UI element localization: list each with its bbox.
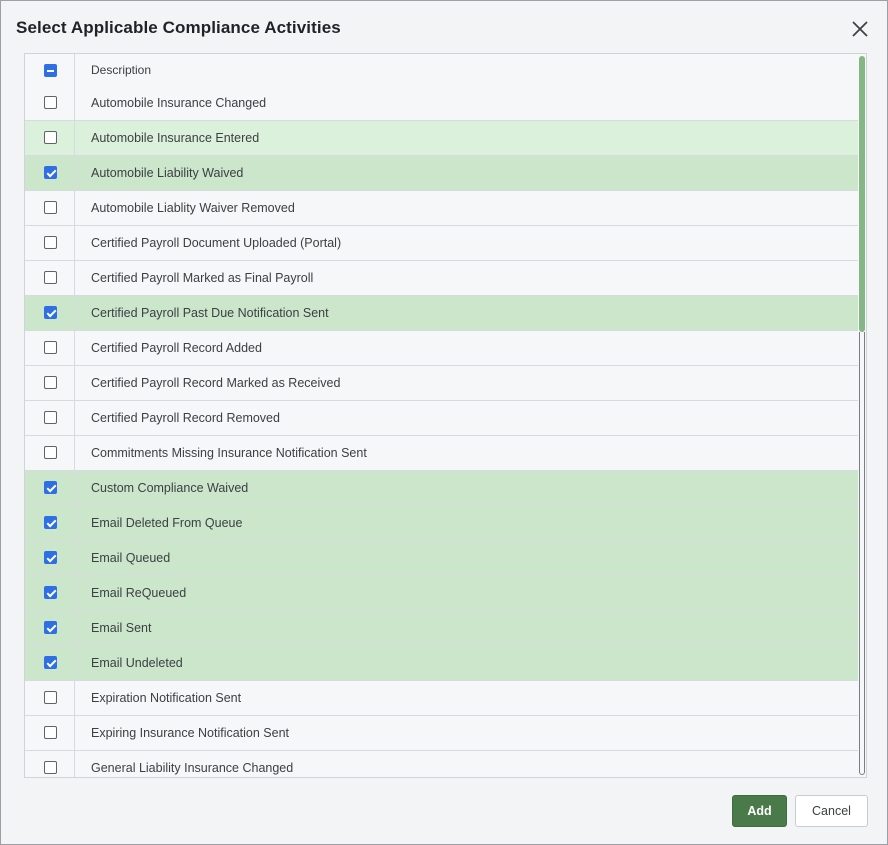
row-checkbox[interactable] bbox=[44, 761, 57, 774]
row-description: Certified Payroll Record Marked as Received bbox=[91, 376, 341, 390]
row-checkbox-cell bbox=[25, 436, 75, 470]
table-row[interactable] bbox=[25, 191, 858, 226]
table-row[interactable] bbox=[25, 226, 858, 261]
row-checkbox-cell bbox=[25, 681, 75, 715]
row-checkbox-cell bbox=[25, 541, 75, 575]
row-checkbox-cell bbox=[25, 226, 75, 260]
row-description: Automobile Insurance Changed bbox=[91, 96, 267, 110]
table-row[interactable] bbox=[25, 261, 858, 296]
header-checkbox-cell bbox=[25, 54, 75, 86]
row-checkbox[interactable] bbox=[44, 131, 57, 144]
scrollbar-track bbox=[859, 332, 865, 775]
table-row[interactable] bbox=[25, 436, 858, 471]
table-row[interactable] bbox=[25, 646, 858, 681]
row-checkbox-cell bbox=[25, 331, 75, 365]
table-row[interactable] bbox=[25, 86, 858, 121]
row-description: Expiration Notification Sent bbox=[91, 691, 242, 705]
row-checkbox-cell bbox=[25, 646, 75, 680]
table-row[interactable] bbox=[25, 751, 858, 778]
row-checkbox[interactable] bbox=[44, 271, 57, 284]
row-checkbox-cell bbox=[25, 506, 75, 540]
description-column-header[interactable]: Description bbox=[91, 63, 152, 77]
row-checkbox[interactable] bbox=[44, 166, 57, 179]
row-checkbox-cell bbox=[25, 401, 75, 435]
row-checkbox[interactable] bbox=[44, 236, 57, 249]
table-header-row bbox=[25, 54, 858, 87]
row-description: Expiring Insurance Notification Sent bbox=[91, 726, 290, 740]
row-checkbox-cell bbox=[25, 121, 75, 155]
table-row[interactable] bbox=[25, 156, 858, 191]
row-checkbox[interactable] bbox=[44, 341, 57, 354]
row-checkbox-cell bbox=[25, 611, 75, 645]
row-checkbox-cell bbox=[25, 156, 75, 190]
cancel-button[interactable]: Cancel bbox=[795, 795, 868, 827]
select-all-checkbox[interactable] bbox=[44, 64, 57, 77]
row-checkbox[interactable] bbox=[44, 411, 57, 424]
row-checkbox[interactable] bbox=[44, 656, 57, 669]
row-checkbox[interactable] bbox=[44, 481, 57, 494]
row-description: Certified Payroll Record Added bbox=[91, 341, 262, 355]
row-description: Certified Payroll Marked as Final Payroll bbox=[91, 271, 314, 285]
close-icon bbox=[849, 18, 871, 40]
row-checkbox[interactable] bbox=[44, 516, 57, 529]
activities-table bbox=[24, 53, 867, 778]
row-description: Email ReQueued bbox=[91, 586, 187, 600]
row-description: Certified Payroll Past Due Notification Sent bbox=[91, 306, 329, 320]
row-checkbox-cell bbox=[25, 86, 75, 120]
row-description: Certified Payroll Document Uploaded (Portal) bbox=[91, 236, 342, 250]
row-checkbox-cell bbox=[25, 261, 75, 295]
row-checkbox[interactable] bbox=[44, 96, 57, 109]
table-row[interactable] bbox=[25, 331, 858, 366]
row-description: Commitments Missing Insurance Notification Sent bbox=[91, 446, 367, 460]
vertical-scrollbar[interactable] bbox=[858, 54, 866, 777]
table-row[interactable] bbox=[25, 716, 858, 751]
row-checkbox[interactable] bbox=[44, 691, 57, 704]
scrollbar-thumb[interactable] bbox=[859, 56, 865, 332]
row-description: Certified Payroll Record Removed bbox=[91, 411, 280, 425]
row-checkbox-cell bbox=[25, 296, 75, 330]
row-description: Email Undeleted bbox=[91, 656, 183, 670]
row-checkbox-cell bbox=[25, 716, 75, 750]
close-button[interactable] bbox=[849, 18, 871, 40]
row-description: Automobile Liablity Waiver Removed bbox=[91, 201, 295, 215]
row-description: Email Deleted From Queue bbox=[91, 516, 243, 530]
row-checkbox[interactable] bbox=[44, 551, 57, 564]
row-checkbox[interactable] bbox=[44, 446, 57, 459]
row-description: Custom Compliance Waived bbox=[91, 481, 249, 495]
row-description: Email Queued bbox=[91, 551, 171, 565]
row-description: Automobile Liability Waived bbox=[91, 166, 244, 180]
table-row[interactable] bbox=[25, 401, 858, 436]
table-row[interactable] bbox=[25, 296, 858, 331]
row-description: Automobile Insurance Entered bbox=[91, 131, 260, 145]
table-row[interactable] bbox=[25, 366, 858, 401]
row-checkbox-cell bbox=[25, 751, 75, 778]
row-checkbox[interactable] bbox=[44, 306, 57, 319]
table-body bbox=[25, 86, 858, 778]
row-checkbox-cell bbox=[25, 576, 75, 610]
row-checkbox[interactable] bbox=[44, 201, 57, 214]
table-row[interactable] bbox=[25, 541, 858, 576]
table-row[interactable] bbox=[25, 506, 858, 541]
row-checkbox[interactable] bbox=[44, 376, 57, 389]
table-row[interactable] bbox=[25, 471, 858, 506]
row-checkbox[interactable] bbox=[44, 586, 57, 599]
row-description: Email Sent bbox=[91, 621, 152, 635]
dialog-title: Select Applicable Compliance Activities bbox=[16, 18, 341, 37]
row-checkbox-cell bbox=[25, 471, 75, 505]
row-checkbox-cell bbox=[25, 191, 75, 225]
table-row[interactable] bbox=[25, 681, 858, 716]
table-row[interactable] bbox=[25, 121, 858, 156]
row-checkbox[interactable] bbox=[44, 621, 57, 634]
row-checkbox-cell bbox=[25, 366, 75, 400]
row-description: General Liability Insurance Changed bbox=[91, 761, 294, 775]
add-button[interactable]: Add bbox=[732, 795, 787, 827]
table-row[interactable] bbox=[25, 611, 858, 646]
table-row[interactable] bbox=[25, 576, 858, 611]
row-checkbox[interactable] bbox=[44, 726, 57, 739]
